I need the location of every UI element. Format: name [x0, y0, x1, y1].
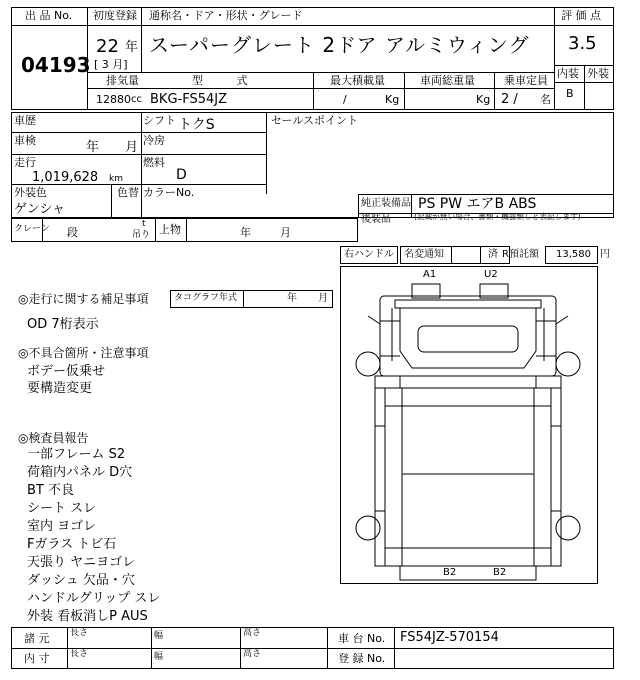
- max-load-label: 最大積載量: [330, 74, 385, 87]
- model-label: 通称名・ドア・形状・グレード: [149, 9, 303, 22]
- odo-change-value-box: [451, 246, 481, 264]
- interior-dim-label: 内 寸: [24, 652, 50, 665]
- length-label: 長さ: [70, 628, 89, 638]
- height-label: 高さ: [243, 628, 262, 638]
- inspector-item: Fガラス トビ石: [27, 537, 117, 552]
- shift-label: シフト: [143, 114, 176, 127]
- defect-item: ボデー仮乗せ: [27, 364, 106, 379]
- tachograph-label: タコグラフ年式: [174, 293, 238, 303]
- rhd-label: 右ハンドル: [344, 249, 394, 260]
- capacity-label: 乗車定員: [504, 74, 548, 87]
- displacement-value: 12880: [96, 93, 131, 106]
- equipment-label: 純正装備品: [361, 198, 411, 209]
- truck-diagram: [340, 266, 598, 584]
- specs-label: 諸 元: [24, 632, 50, 645]
- rating-value: 3.5: [568, 33, 597, 54]
- ext-color-value: ゲンシャ: [14, 202, 66, 217]
- odo-change-label: 名変通知: [404, 249, 444, 260]
- inspector-item: 室内 ヨゴレ: [27, 519, 97, 534]
- inspector-item: 外装 看板消しP AUS: [27, 609, 148, 624]
- r-reading-label: R預託額: [502, 249, 539, 260]
- damage-mark-b2-left: B2: [443, 567, 457, 578]
- reg-label: 登 録 No.: [338, 652, 386, 665]
- history-label: 車歴: [14, 114, 36, 127]
- displacement-unit: cc: [131, 94, 142, 105]
- capacity-value: 2 /: [501, 92, 518, 107]
- interior-grade: B: [566, 87, 574, 100]
- chassis-label: 車 台 No.: [338, 632, 386, 645]
- width-label-2: 幅: [154, 652, 164, 662]
- tachograph-month: 月: [318, 293, 328, 304]
- crane-row: [11, 218, 358, 242]
- gvw-unit: Kg: [476, 93, 491, 106]
- inspection-label: 車検: [14, 134, 36, 147]
- first-reg-label: 初度登録: [93, 9, 137, 22]
- rating-label: 評 価 点: [561, 9, 601, 22]
- fuel-value: D: [176, 167, 187, 183]
- crane-stage: 段: [67, 226, 78, 239]
- model-name: スーパーグレート 2ドア アルミウィング: [149, 33, 530, 57]
- driving-note: OD 7桁表示: [27, 317, 99, 332]
- damage-mark-u2: U2: [484, 269, 498, 280]
- inspector-item: 天張り ヤニヨゴレ: [27, 555, 136, 570]
- inspector-label: ◎検査員報告: [18, 431, 89, 445]
- mileage-label: 走行: [14, 156, 36, 169]
- inspection-value: 年 月: [86, 140, 139, 155]
- damage-mark-a1: A1: [423, 269, 437, 280]
- mileage-value: 1,019,628: [32, 170, 99, 185]
- inspector-item: BT 不良: [27, 483, 74, 498]
- interior-grade-label: 内装: [557, 67, 579, 80]
- equipment-value: PS PW エアB ABS: [418, 196, 537, 212]
- max-load-value: /: [343, 93, 347, 106]
- upper-year: 年: [240, 226, 251, 239]
- upper-label: 上物: [159, 223, 181, 236]
- exterior-grade-label: 外装: [587, 67, 609, 80]
- inspector-item: ハンドルグリップ スレ: [27, 591, 161, 606]
- capacity-unit: 名: [540, 93, 551, 106]
- color-code-label: カラーNo.: [143, 186, 195, 199]
- length-label-2: 長さ: [70, 649, 89, 659]
- ac-label: 冷房: [143, 134, 165, 147]
- model-code: BKG-FS54JZ: [150, 92, 227, 107]
- lot-label: 出 品 No.: [25, 9, 73, 22]
- aftermarket-label: 後装品: [361, 214, 391, 225]
- inspector-item: ダッシュ 欠品・穴: [27, 573, 135, 588]
- displacement-label: 排気量: [106, 74, 139, 87]
- defect-label: ◎不具合箇所・注意事項: [18, 346, 149, 360]
- inspector-item: 荷箱内パネル D穴: [27, 465, 133, 480]
- reg-month: [ 3 月]: [94, 58, 128, 71]
- reg-year-unit: 年: [125, 40, 139, 55]
- crane-label: クレーン: [14, 224, 50, 234]
- damage-mark-b2-right: B2: [493, 567, 507, 578]
- upper-month: 月: [280, 226, 291, 239]
- r-reading-unit: 円: [600, 249, 610, 260]
- crane-ton: t: [142, 219, 146, 229]
- driving-label: ◎走行に関する補足事項: [18, 292, 149, 306]
- doc-label: 済: [488, 249, 498, 260]
- sales-point-label: セールスポイント: [271, 114, 359, 127]
- fuel-label: 燃料: [143, 156, 165, 169]
- reg-year: 22: [96, 36, 119, 57]
- tachograph-year: 年: [287, 293, 297, 304]
- shift-value: トクS: [178, 117, 215, 133]
- width-label: 幅: [154, 631, 164, 641]
- inspector-item: シート スレ: [27, 501, 97, 516]
- color-no-label: 色替: [117, 186, 139, 199]
- type-label: 型 式: [192, 74, 248, 87]
- lot-number: 04193: [21, 53, 91, 77]
- gvw-label: 車両総重量: [420, 74, 475, 87]
- crane-hang: 吊り: [132, 230, 151, 240]
- ext-color-label: 外装色: [14, 186, 47, 199]
- mileage-unit: km: [109, 174, 123, 184]
- aftermarket-note: (記載が無い場合、書類・機器類しと表記します): [414, 213, 581, 222]
- chassis-value: FS54JZ-570154: [400, 630, 499, 645]
- r-reading-value: 13,580: [556, 249, 591, 260]
- defect-item: 要構造変更: [27, 381, 93, 396]
- height-label-2: 高さ: [243, 649, 262, 659]
- max-load-unit: Kg: [385, 93, 400, 106]
- inspector-item: 一部フレーム S2: [27, 447, 126, 462]
